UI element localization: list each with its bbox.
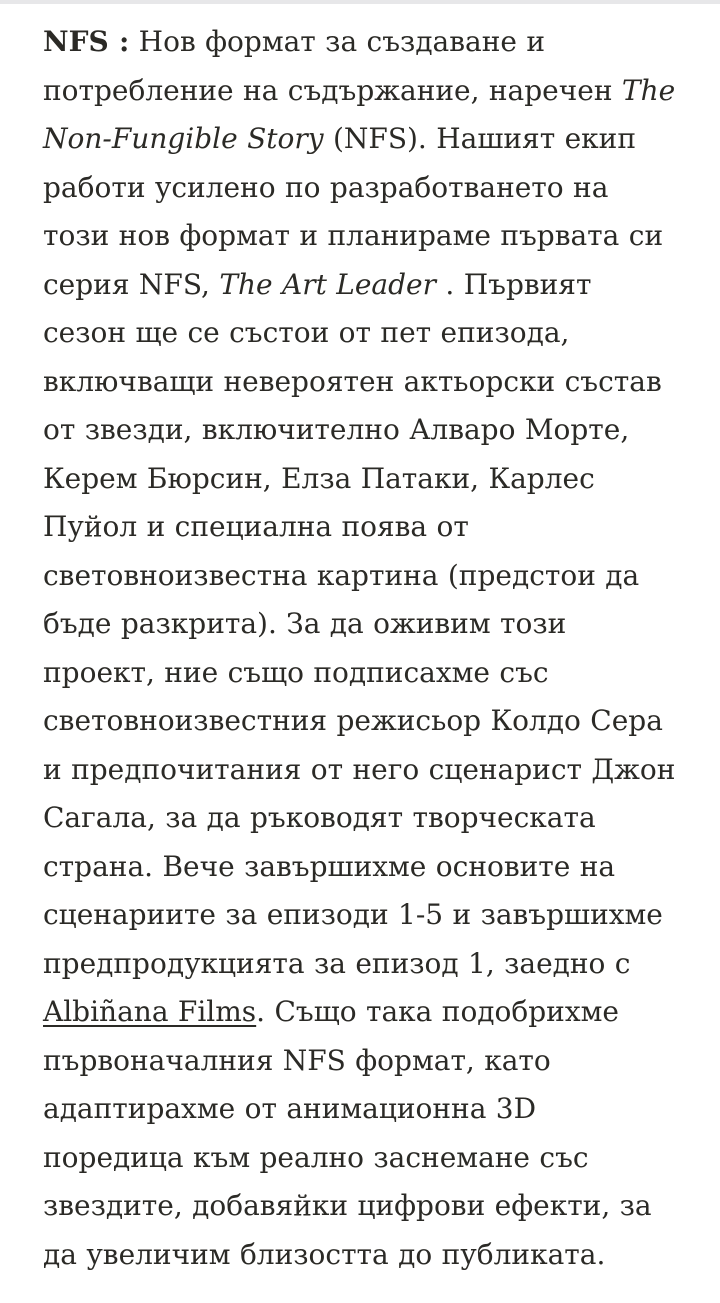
albinana-films-link[interactable]: Albiñana Films: [43, 995, 257, 1028]
text-segment-bold: NFS :: [43, 25, 130, 58]
text-segment-italic: The Art Leader: [219, 267, 437, 301]
text-segment-normal: . Също така подобрихме първоначалния NFS формат, като адаптирахме от анимационна 3D поредица към реално заснемане със звездите, добавяйки цифрови ефекти, за да увеличим близостта до публиката.: [43, 995, 652, 1271]
text-segment-normal: Нов формат за създаване и потребление на съдържание, наречен: [43, 25, 622, 107]
text-segment-italic: The Non-Fungible Story: [43, 73, 676, 155]
text-segment-normal: (NFS). Нашият екип работи усилено по разработването на този нов формат и планираме първата си серия NFS,: [43, 122, 664, 301]
article-paragraph: [43, 18, 680, 1279]
article-body: [0, 4, 720, 1279]
text-segment-normal: . Първият сезон ще се състои от пет епизода, включващи невероятен актьорски състав от звезди, включително Алваро Морте, Керем Бюрсин, Елза Патаки, Карлес Пуйол и специална поява от световноизвестна картина (предстои да бъде разкрита). За да оживим този проект, ние също подписахме със световноизвестния режисьор Колдо Сера и предпочитания от него сценарист Джон Сагала, за да ръководят творческата страна. Вече завършихме основите на сценариите за епизоди 1-5 и завършихме предпродукцията за епизод 1, заедно с: [43, 267, 676, 980]
